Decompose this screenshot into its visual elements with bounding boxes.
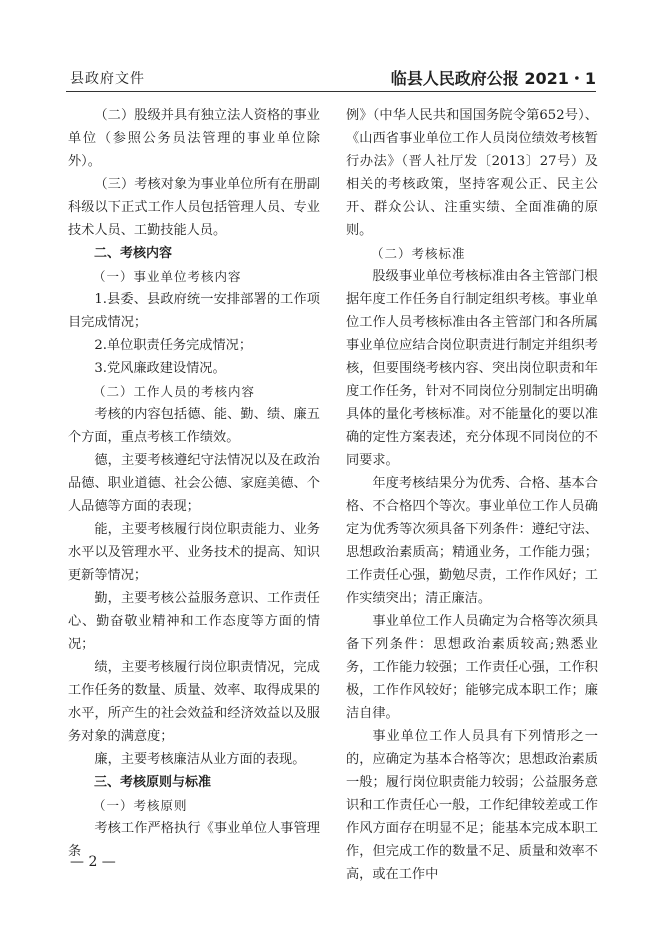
paragraph: 年度考核结果分为优秀、合格、基本合格、不合格四个等次。事业单位工作人员确定为优秀等次须具备下列条件：遵纪守法、思想政治素质高；精通业务，工作能力强；工作责任心强，勤勉尽责，工作作风好；工作实绩突出；清正廉洁。 — [346, 476, 598, 606]
paragraph: 勤，主要考核公益服务意识、工作责任心、勤奋敬业精神和工作态度等方面的情况； — [68, 591, 320, 652]
paragraph: 3.党风廉政建设情况。 — [94, 361, 226, 376]
left-column — [68, 104, 320, 863]
header-rule — [66, 91, 596, 92]
header-title-right: 临县人民政府公报 2021・1 — [390, 69, 596, 88]
paragraph: 事业单位工作人员具有下列情形之一的，应确定为基本合格等次；思想政治素质一般；履行岗位职责能力较弱；公益服务意识和工作责任心一般，工作纪律较差或工作作风方面存在明显不足；能基本完成本职工作，但完成工作的数量不足、质量和效率不高，或在工作中 — [346, 729, 598, 882]
page-number: — 2 — — [70, 854, 116, 870]
paragraph: 事业单位工作人员确定为合格等次须具备下列条件：思想政治素质较高;熟悉业务，工作能力较强；工作责任心强，工作积极，工作作风较好；能够完成本职工作；廉洁自律。 — [346, 614, 598, 721]
paragraph: 考核的内容包括德、能、勤、绩、廉五个方面，重点考核工作绩效。 — [68, 407, 320, 445]
right-column — [346, 104, 598, 886]
paragraph: （三）考核对象为事业单位所有在册副科级以下正式工作人员包括管理人员、专业技术人员、工勤技能人员。 — [68, 177, 320, 238]
header-title-left: 县政府文件 — [70, 71, 145, 87]
paragraph: 德，主要考核遵纪守法情况以及在政治品德、职业道德、社会公德、家庭美德、个人品德等方面的表现； — [68, 453, 320, 514]
subsection-heading: （二）工作人员的考核内容 — [93, 384, 256, 399]
paragraph: 绩，主要考核履行岗位职责情况，完成工作任务的数量、质量、效率、取得成果的水平，所产生的社会效益和经济效益以及服务对象的满意度； — [68, 660, 320, 744]
paragraph: 例》（中华人民共和国国务院令第652号）、《山西省事业单位工作人员岗位绩效考核暂行办法》（晋人社厅发〔2013〕27号）及相关的考核政策，坚持客观公正、民主公开、群众公认、注重实绩、全面准确的原则。 — [346, 108, 598, 238]
subsection-heading: （一）事业单位考核内容 — [93, 269, 242, 284]
section-heading: 二、考核内容 — [94, 246, 173, 261]
paragraph: 股级事业单位考核标准由各主管部门根据年度工作任务自行制定组织考核。事业单位工作人员考核标准由各主管部门和各所属事业单位应结合岗位职责进行制定并组织考核，但要围绕考核内容、突出岗位职责和年度工作任务，针对不同岗位分别制定出明确具体的量化考核标准。对不能量化的要以准确的定性方案表述，充分体现不同岗位的不同要求。 — [346, 269, 598, 468]
paragraph: 1.县委、县政府统一安排部署的工作项目完成情况； — [68, 292, 320, 330]
paragraph: （二）股级并具有独立法人资格的事业单位（参照公务员法管理的事业单位除外）。 — [68, 108, 320, 169]
paragraph: 能，主要考核履行岗位职责能力、业务水平以及管理水平、业务技术的提高、知识更新等情况； — [68, 522, 320, 583]
subsection-heading: （二）考核标准 — [371, 246, 466, 261]
subsection-heading: （一）考核原则 — [93, 798, 188, 813]
paragraph: 廉，主要考核廉洁从业方面的表现。 — [94, 752, 306, 767]
section-heading: 三、考核原则与标准 — [94, 775, 212, 790]
paragraph: 2.单位职责任务完成情况； — [94, 338, 253, 353]
paragraph: 考核工作严格执行《事业单位人事管理条 — [68, 821, 320, 859]
